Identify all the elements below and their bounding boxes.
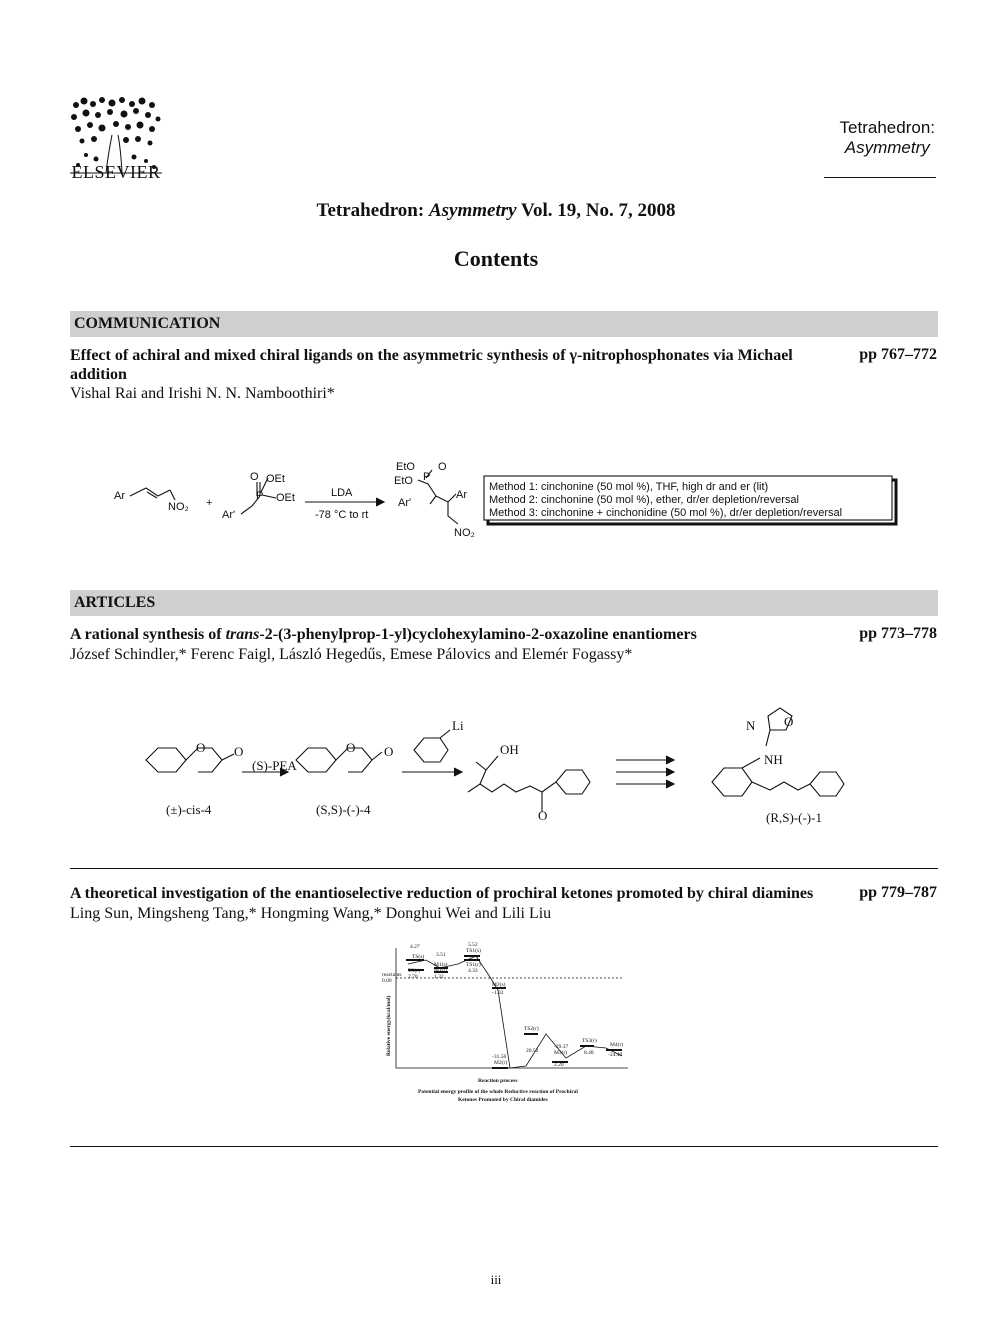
state-name: TS3(r) [582, 1038, 597, 1044]
scheme-label: EtO [396, 461, 415, 473]
state-name: M2(r) [494, 1060, 508, 1066]
state-energy: 3.51 [436, 952, 446, 958]
issue-journal-italic: Asymmetry [428, 200, 517, 221]
state-name: M1(r) [434, 967, 448, 973]
issue-volume: Vol. 19, No. 7, 2008 [520, 200, 676, 221]
section-band-articles [70, 590, 938, 616]
scheme-label: + [206, 497, 213, 509]
state-name: TS(r) [408, 968, 420, 974]
journal-corner-line2: Asymmetry [844, 138, 930, 157]
atom-label: O [784, 714, 794, 729]
state-energy: 4.33 [468, 968, 478, 974]
figure-caption: Potential energy profile of the whole Reductive reaction of Prochiral [418, 1089, 578, 1095]
entry-title-italic: trans [225, 626, 260, 643]
state-energy: 20.52 [526, 1048, 539, 1054]
scheme-label: OEt [276, 492, 295, 504]
compound-label: (S,S)-(-)-4 [316, 802, 371, 817]
state-energy: 8.48 [584, 1050, 594, 1056]
state-name: TS(s) [412, 954, 425, 960]
section-heading: ARTICLES [74, 594, 156, 611]
entry-authors: Ling Sun, Mingsheng Tang,* Hongming Wang,* Donghui Wei and Lili Liu [70, 905, 552, 922]
reactants-label: reactants [382, 972, 402, 978]
issue-title [0, 200, 992, 222]
figure-caption: Ketones Promoted by Chiral diamides [458, 1097, 548, 1103]
state-name: M2(s) [492, 982, 506, 988]
state-energy: -31.56 [492, 1054, 507, 1060]
state-energy: -24.40 [608, 1052, 623, 1058]
entry-title-pre: A rational synthesis of [70, 626, 226, 643]
reagent-top: LDA [331, 487, 353, 499]
corner-rule [824, 177, 936, 178]
state-energy: 2.20 [554, 1062, 564, 1068]
state-energy: -29.37 [554, 1044, 569, 1050]
state-energy: -1.32 [492, 990, 504, 996]
x-axis-label: Reaction process [478, 1078, 518, 1084]
atom-label: O [384, 744, 394, 759]
scheme-label: O [438, 461, 447, 473]
entry-authors: József Schindler,* Ferenc Faigl, László Hegedűs, Emese Pálovics and Elemér Fogassy* [70, 646, 633, 663]
scheme-label: NO₂ [168, 501, 189, 513]
contents-title: Contents [453, 246, 539, 271]
state-name: M3(r) [554, 1050, 568, 1056]
method-line: Method 1: cinchonine (50 mol %), THF, high dr and er (lit) [489, 481, 769, 493]
entry-separator-rule [70, 868, 938, 869]
atom-label: N [746, 718, 756, 733]
reagent-li: Li [452, 718, 464, 733]
y-axis-label: Relative energy(kcal/mol) [386, 995, 392, 1056]
page-folio: iii [490, 1272, 502, 1287]
scheme-label: EtO [394, 475, 413, 487]
state-energy: 5.52 [468, 942, 478, 948]
state-name: TS1(s) [466, 948, 481, 954]
section-heading: COMMUNICATION [74, 315, 221, 332]
state-energy: 2.70 [408, 974, 418, 980]
state-energy: 4.27 [410, 944, 420, 950]
state-energy: 1.32 [434, 974, 444, 980]
page-bottom-rule [70, 1146, 938, 1147]
graphical-abstract-scheme-2 [120, 690, 880, 830]
entry-authors: Vishal Rai and Irishi N. N. Namboothiri* [70, 385, 335, 402]
entry-title-post: -2-(3-phenylprop-1-yl)cyclohexylamino-2-oxazoline enantiomers [259, 626, 697, 643]
scheme-label: NO₂ [454, 527, 475, 539]
journal-corner-line1: Tetrahedron: [839, 118, 935, 137]
energy-profile-figure [378, 938, 628, 1108]
atom-label: O [196, 740, 206, 755]
publisher-wordmark: ELSEVIER [71, 162, 161, 182]
atom-label: O [538, 808, 548, 823]
section-band-communication [70, 311, 938, 337]
graphical-abstract-scheme-1 [100, 448, 900, 548]
entry-pages[interactable]: pp 767–772 [859, 346, 937, 363]
state-name: TS2(r) [524, 1026, 539, 1032]
entry-pages[interactable]: pp 773–778 [859, 625, 937, 642]
reactants-value: 0.00 [382, 978, 392, 984]
compound-label: (R,S)-(-)-1 [766, 810, 822, 825]
state-name: M4(r) [610, 1042, 624, 1048]
reagent-bottom: -78 °C to rt [315, 509, 369, 521]
atom-label: NH [764, 752, 783, 767]
entry-title[interactable]: A theoretical investigation of the enantioselective reduction of prochiral ketones promoted by chiral diamines [70, 885, 814, 902]
scheme-label: OEt [266, 473, 285, 485]
compound-label: (±)-cis-4 [166, 802, 212, 817]
entry-pages[interactable]: pp 779–787 [859, 884, 937, 901]
entry-title[interactable] [70, 625, 840, 644]
issue-journal: Tetrahedron: [316, 200, 425, 221]
atom-label: OH [500, 742, 519, 757]
atom-label: O [346, 740, 356, 755]
state-name: TS1(r) [466, 962, 481, 968]
scheme-label: O [250, 471, 259, 483]
scheme-label: Ar [456, 489, 467, 501]
method-line: Method 3: cinchonine + cinchonidine (50 mol %), dr/er depletion/reversal [489, 507, 843, 519]
scheme-label: Ar' [222, 509, 236, 521]
atom-label: O [234, 744, 244, 759]
reagent-pea: (S)-PEA [252, 758, 297, 773]
scheme-label: P [423, 471, 431, 483]
scheme-label: Ar' [398, 497, 412, 509]
state-name: M1(s) [434, 962, 448, 968]
scheme-label: P [256, 490, 264, 502]
method-line: Method 2: cinchonine (50 mol %), ether, dr/er depletion/reversal [489, 494, 799, 506]
entry-title[interactable]: Effect of achiral and mixed chiral ligands on the asymmetric synthesis of γ-nitrophosphonates via Michael addition [70, 347, 793, 383]
journal-corner-title [840, 118, 935, 158]
scheme-label: Ar [114, 490, 125, 502]
